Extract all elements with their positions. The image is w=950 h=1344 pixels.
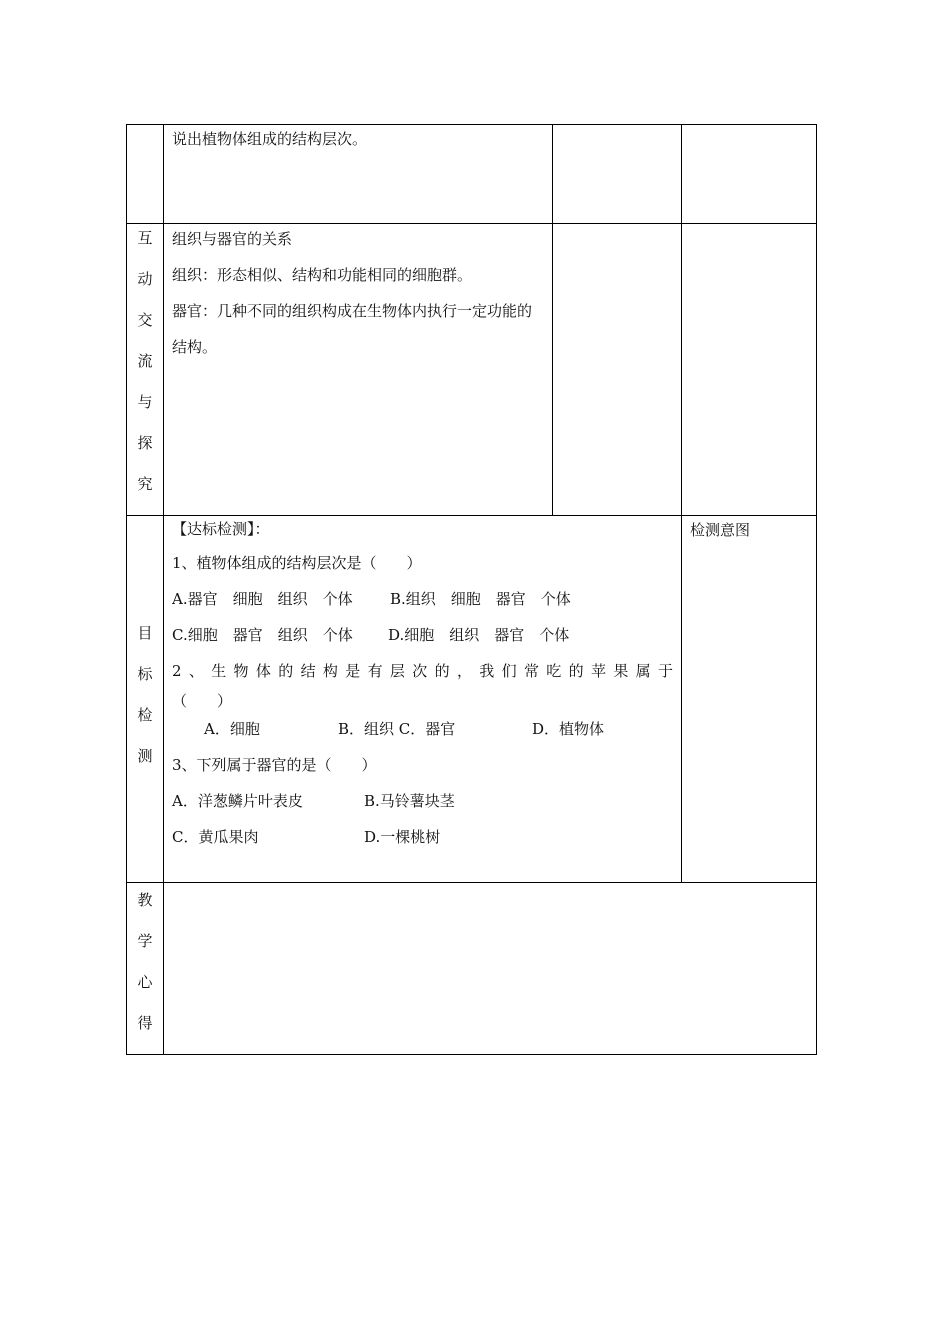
side-label-cell	[127, 125, 164, 224]
blank-cell	[682, 125, 817, 224]
side-char: 交	[137, 311, 153, 329]
question-3-options	[172, 826, 673, 862]
table-row	[127, 516, 817, 883]
side-char: 教	[137, 891, 153, 909]
question-2-options	[172, 718, 673, 754]
objective-text: 说出植物体组成的结构层次。	[172, 130, 368, 148]
side-char: 得	[137, 1014, 153, 1032]
option: D.一棵桃树	[364, 828, 441, 846]
option: A．洋葱鳞片叶表皮	[172, 792, 303, 810]
side-char: 心	[137, 973, 153, 991]
question-3: 3、下列属于器官的是（ ）	[172, 756, 377, 774]
option: D．植物体	[532, 720, 605, 738]
option: C.细胞 器官 组织 个体	[172, 626, 353, 644]
side-char: 与	[137, 393, 153, 411]
discussion-cell	[164, 224, 553, 516]
side-label-cell	[127, 883, 164, 1055]
side-char: 学	[137, 932, 153, 950]
assessment-intent-cell	[682, 516, 817, 883]
option: B.马铃薯块茎	[364, 792, 455, 810]
side-char: 标	[137, 665, 153, 683]
assessment-cell	[164, 516, 682, 883]
blank-cell	[682, 224, 817, 516]
side-char: 互	[137, 229, 153, 247]
side-label-cell	[127, 516, 164, 883]
option: C．黄瓜果肉	[172, 828, 259, 846]
tissue-definition: 组织：形态相似、结构和功能相同的细胞群。	[172, 266, 473, 284]
side-char: 动	[137, 270, 153, 288]
side-char: 究	[137, 475, 153, 493]
table-row	[127, 224, 817, 516]
question-1: 1、植物体组成的结构层次是（ ）	[172, 554, 422, 572]
reflection-cell	[164, 883, 817, 1055]
question-1-options	[172, 588, 673, 624]
blank-cell	[553, 125, 682, 224]
option: D.细胞 组织 器官 个体	[388, 626, 570, 644]
option: A．细胞	[204, 720, 260, 738]
side-char: 目	[137, 624, 153, 642]
question-2: 2、生物体的结构是有层次的，我们常吃的苹果属于	[172, 662, 673, 680]
table-row	[127, 125, 817, 224]
option: B.组织 细胞 器官 个体	[390, 590, 571, 608]
assessment-heading: 【达标检测】：	[172, 520, 270, 538]
question-2-blank: （ ）	[172, 692, 233, 710]
side-char: 流	[137, 352, 153, 370]
side-char: 测	[137, 747, 153, 765]
table-row	[127, 883, 817, 1055]
side-char: 探	[137, 434, 153, 452]
objective-cell	[164, 125, 553, 224]
assessment-intent: 检测意图	[690, 521, 751, 539]
discussion-heading: 组织与器官的关系	[172, 230, 293, 248]
blank-cell	[553, 224, 682, 516]
side-label-cell	[127, 224, 164, 516]
organ-definition: 器官：几种不同的组织构成在生物体内执行一定功能的结构。	[172, 302, 533, 356]
option: B．组织 C．器官	[338, 720, 456, 738]
option: A.器官 细胞 组织 个体	[172, 590, 353, 608]
question-3-options	[172, 790, 673, 826]
lesson-table	[126, 124, 817, 1055]
side-char: 检	[137, 706, 153, 724]
question-1-options	[172, 624, 673, 660]
